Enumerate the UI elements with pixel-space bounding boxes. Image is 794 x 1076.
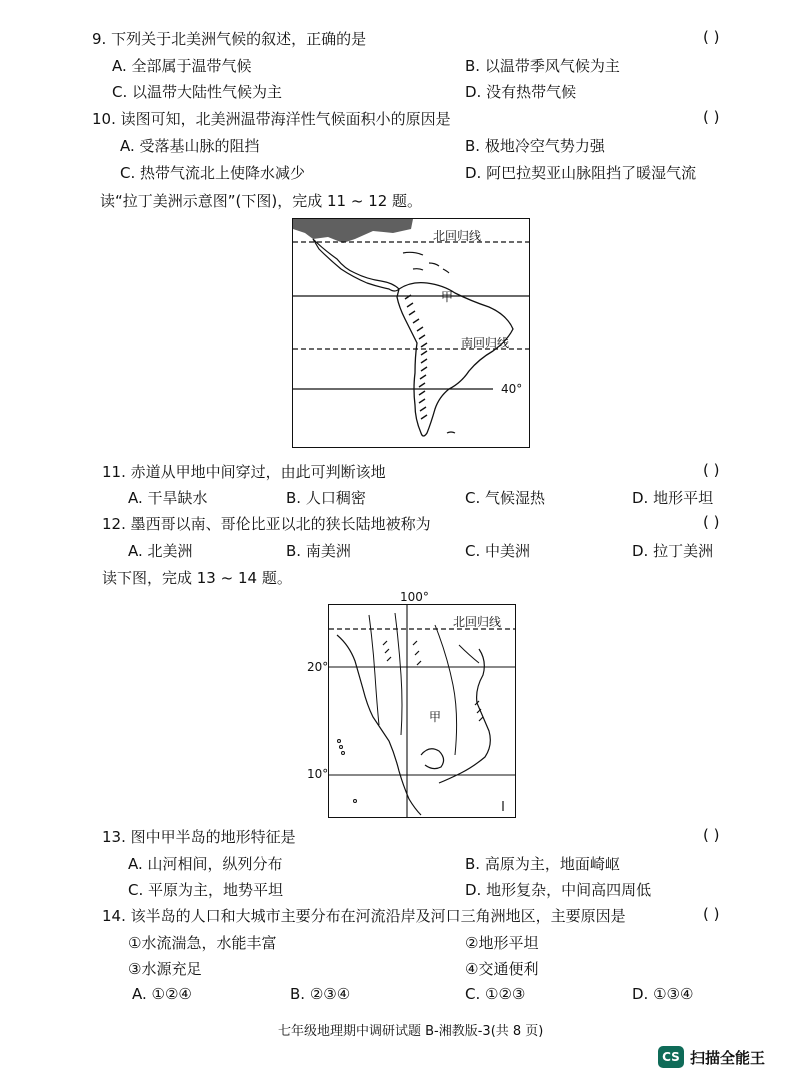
q11-stem: 11. 赤道从甲地中间穿过，由此可判断该地 <box>102 463 386 481</box>
q10-option-d: D. 阿巴拉契亚山脉阻挡了暖湿气流 <box>465 164 697 182</box>
camscanner-name: 扫描全能王 <box>690 1048 766 1067</box>
indochina-map <box>328 604 516 818</box>
q10-paren: ( ) <box>703 108 720 126</box>
q12-stem: 12. 墨西哥以南、哥伦比亚以北的狭长陆地被称为 <box>102 515 431 533</box>
q14-option-c: C. ①②③ <box>465 985 526 1003</box>
latin-america-map-figure <box>293 219 529 447</box>
q11-paren: ( ) <box>703 461 720 479</box>
q14-item-1: ①水流湍急，水能丰富 <box>128 934 277 952</box>
map2-lon100-label: 100° <box>400 590 429 604</box>
q10-option-c: C. 热带气流北上使降水减少 <box>120 164 306 182</box>
q12-option-b: B. 南美洲 <box>286 542 351 560</box>
q9-stem: 9. 下列关于北美洲气候的叙述，正确的是 <box>92 30 367 48</box>
camscanner-watermark <box>658 1046 765 1068</box>
indochina-map-figure <box>329 605 515 817</box>
map2-jia-label: 甲 <box>429 710 442 724</box>
q10-option-a: A. 受落基山脉的阻挡 <box>120 137 260 155</box>
q11-option-a: A. 干旱缺水 <box>128 489 208 507</box>
q11-option-d: D. 地形平坦 <box>632 489 714 507</box>
q14-item-2: ②地形平坦 <box>465 934 539 952</box>
q9-option-a: A. 全部属于温带气候 <box>112 57 252 75</box>
q10-option-b: B. 极地冷空气势力强 <box>465 137 605 155</box>
q14-paren: ( ) <box>703 905 720 923</box>
map2-lat10-label: 10° <box>307 767 329 781</box>
q13-option-d: D. 地形复杂，中间高四周低 <box>465 881 652 899</box>
page-footer: 七年级地理期中调研试题 B-湘教版-3(共 8 页) <box>278 1024 544 1039</box>
camscanner-logo-icon: CS <box>658 1046 684 1068</box>
q9-option-d: D. 没有热带气候 <box>465 83 577 101</box>
intro-latin-america: 读“拉丁美洲示意图”(下图)，完成 11 ~ 12 题。 <box>100 192 423 210</box>
map2-tropic-north-label: 北回归线 <box>453 615 502 629</box>
q14-stem: 14. 该半岛的人口和大城市主要分布在河流沿岸及河口三角洲地区，主要原因是 <box>102 907 626 925</box>
map1-lat40-label: 40° <box>501 382 523 396</box>
q9-paren: ( ) <box>703 28 720 46</box>
q12-option-d: D. 拉丁美洲 <box>632 542 714 560</box>
q14-option-d: D. ①③④ <box>632 985 694 1003</box>
q13-paren: ( ) <box>703 826 720 844</box>
map1-jia-label: 甲 <box>441 290 454 304</box>
q13-option-b: B. 高原为主，地面崎岖 <box>465 855 620 873</box>
q13-stem: 13. 图中甲半岛的地形特征是 <box>102 828 296 846</box>
q12-paren: ( ) <box>703 513 720 531</box>
q14-option-a: A. ①②④ <box>132 985 192 1003</box>
q11-option-c: C. 气候湿热 <box>465 489 546 507</box>
map2-lat20-label: 20° <box>307 660 329 674</box>
q13-option-c: C. 平原为主，地势平坦 <box>128 881 284 899</box>
q12-option-a: A. 北美洲 <box>128 542 193 560</box>
q14-item-4: ④交通便利 <box>465 960 539 978</box>
map1-tropic-north-label: 北回归线 <box>433 229 482 243</box>
q14-option-b: B. ②③④ <box>290 985 351 1003</box>
map1-tropic-south-label: 南回归线 <box>461 336 510 350</box>
latin-america-map <box>292 218 530 448</box>
q10-stem: 10. 读图可知，北美洲温带海洋性气候面积小的原因是 <box>92 110 451 128</box>
q11-option-b: B. 人口稠密 <box>286 489 366 507</box>
q9-option-c: C. 以温带大陆性气候为主 <box>112 83 283 101</box>
intro-southeast-asia: 读下图，完成 13 ~ 14 题。 <box>102 569 292 587</box>
q9-option-b: B. 以温带季风气候为主 <box>465 57 620 75</box>
q13-option-a: A. 山河相间，纵列分布 <box>128 855 283 873</box>
q14-item-3: ③水源充足 <box>128 960 202 978</box>
q12-option-c: C. 中美洲 <box>465 542 531 560</box>
